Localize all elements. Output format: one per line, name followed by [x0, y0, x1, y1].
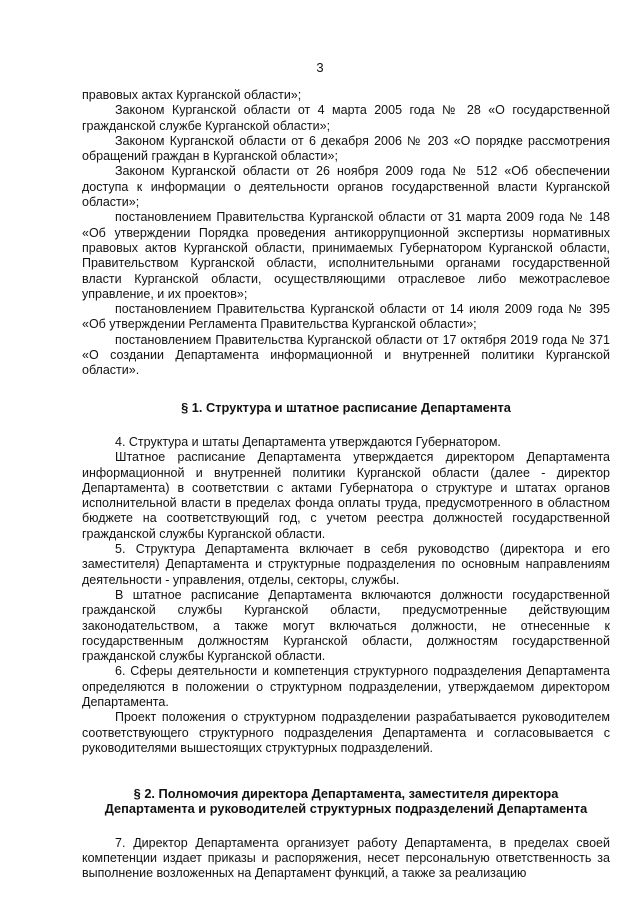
page-number: 3: [316, 60, 324, 75]
paragraph: Законом Курганской области от 4 марта 2005 года № 28 «О государственной гражданской службе Курганской области»;: [82, 103, 610, 133]
paragraph: постановлением Правительства Курганской области от 31 марта 2009 года № 148 «Об утверждении Порядка проведения антикоррупционной экспертизы нормативных правовых актов Курганской области, принимаемых Губернатором Курганской области, Правительством Курганской области, исполнительными органами государственной власти Курганской области, осуществляющими отраслевое либо межотраслевое управление, и их проектов»;: [82, 210, 610, 301]
paragraph: Законом Курганской области от 26 ноября 2009 года № 512 «Об обеспечении доступа к информации о деятельности органов государственной власти Курганской области»;: [82, 164, 610, 210]
paragraph: 7. Директор Департамента организует работу Департамента, в пределах своей компетенции издает приказы и распоряжения, несет персональную ответственность за выполнение возложенных на Департамент функций, а также за реализацию: [82, 835, 610, 881]
paragraph: В штатное расписание Департамента включаются должности государственной гражданской службы Курганской области, предусмотренные действующим законодательством, а также могут включаться должности, не отнесенные к государственным должностям Курганской области, должностям государственной гражданской службы Курганской области.: [82, 587, 610, 664]
paragraph: постановлением Правительства Курганской области от 17 октября 2019 года № 371 «О создании Департамента информационной и внутренней политики Курганской области».: [82, 332, 610, 378]
paragraph: 5. Структура Департамента включает в себя руководство (директора и его заместителя) Департамента и структурные подразделения по основным направлениям деятельности - управления, отделы, секторы, службы.: [82, 542, 610, 587]
paragraph: 4. Структура и штаты Департамента утверждаются Губернатором.: [115, 434, 501, 449]
paragraph: правовых актах Курганской области»;: [82, 88, 302, 102]
paragraph: Законом Курганской области от 6 декабря 2006 № 203 «О порядке рассмотрения обращений граждан в Курганской области»;: [82, 133, 610, 164]
section-heading-line: § 2. Полномочия директора Департамента, заместителя директора: [133, 786, 559, 802]
section-heading: § 1. Структура и штатное расписание Департамента: [181, 399, 511, 415]
paragraph: 6. Сферы деятельности и компетенция структурного подразделения Департамента определяются в положении о структурном подразделении, утверждаемом директором Департамента.: [82, 664, 610, 709]
paragraph: Проект положения о структурном подразделении разрабатывается руководителем соответствующего структурного подразделения Департамента и согласовывается с руководителями вышестоящих структурных подразделений.: [82, 710, 610, 755]
section-heading-line: Департамента и руководителей структурных подразделений Департамента: [104, 801, 588, 817]
paragraph: постановлением Правительства Курганской области от 14 июля 2009 года № 395 «Об утверждении Регламента Правительства Курганской области»;: [82, 302, 610, 332]
paragraph: Штатное расписание Департамента утверждается директором Департамента информационной и внутренней политики Курганской области (далее - директор Департамента) в соответствии с актами Губернатора о структуре и штатах органов исполнительной власти в пределах фонда оплаты труда, предусмотренного в областном бюджете на соответствующий год, с учетом реестра должностей государственной гражданской службы Курганской области.: [82, 450, 610, 541]
section-heading: [82, 786, 610, 817]
document-body: [82, 88, 610, 882]
